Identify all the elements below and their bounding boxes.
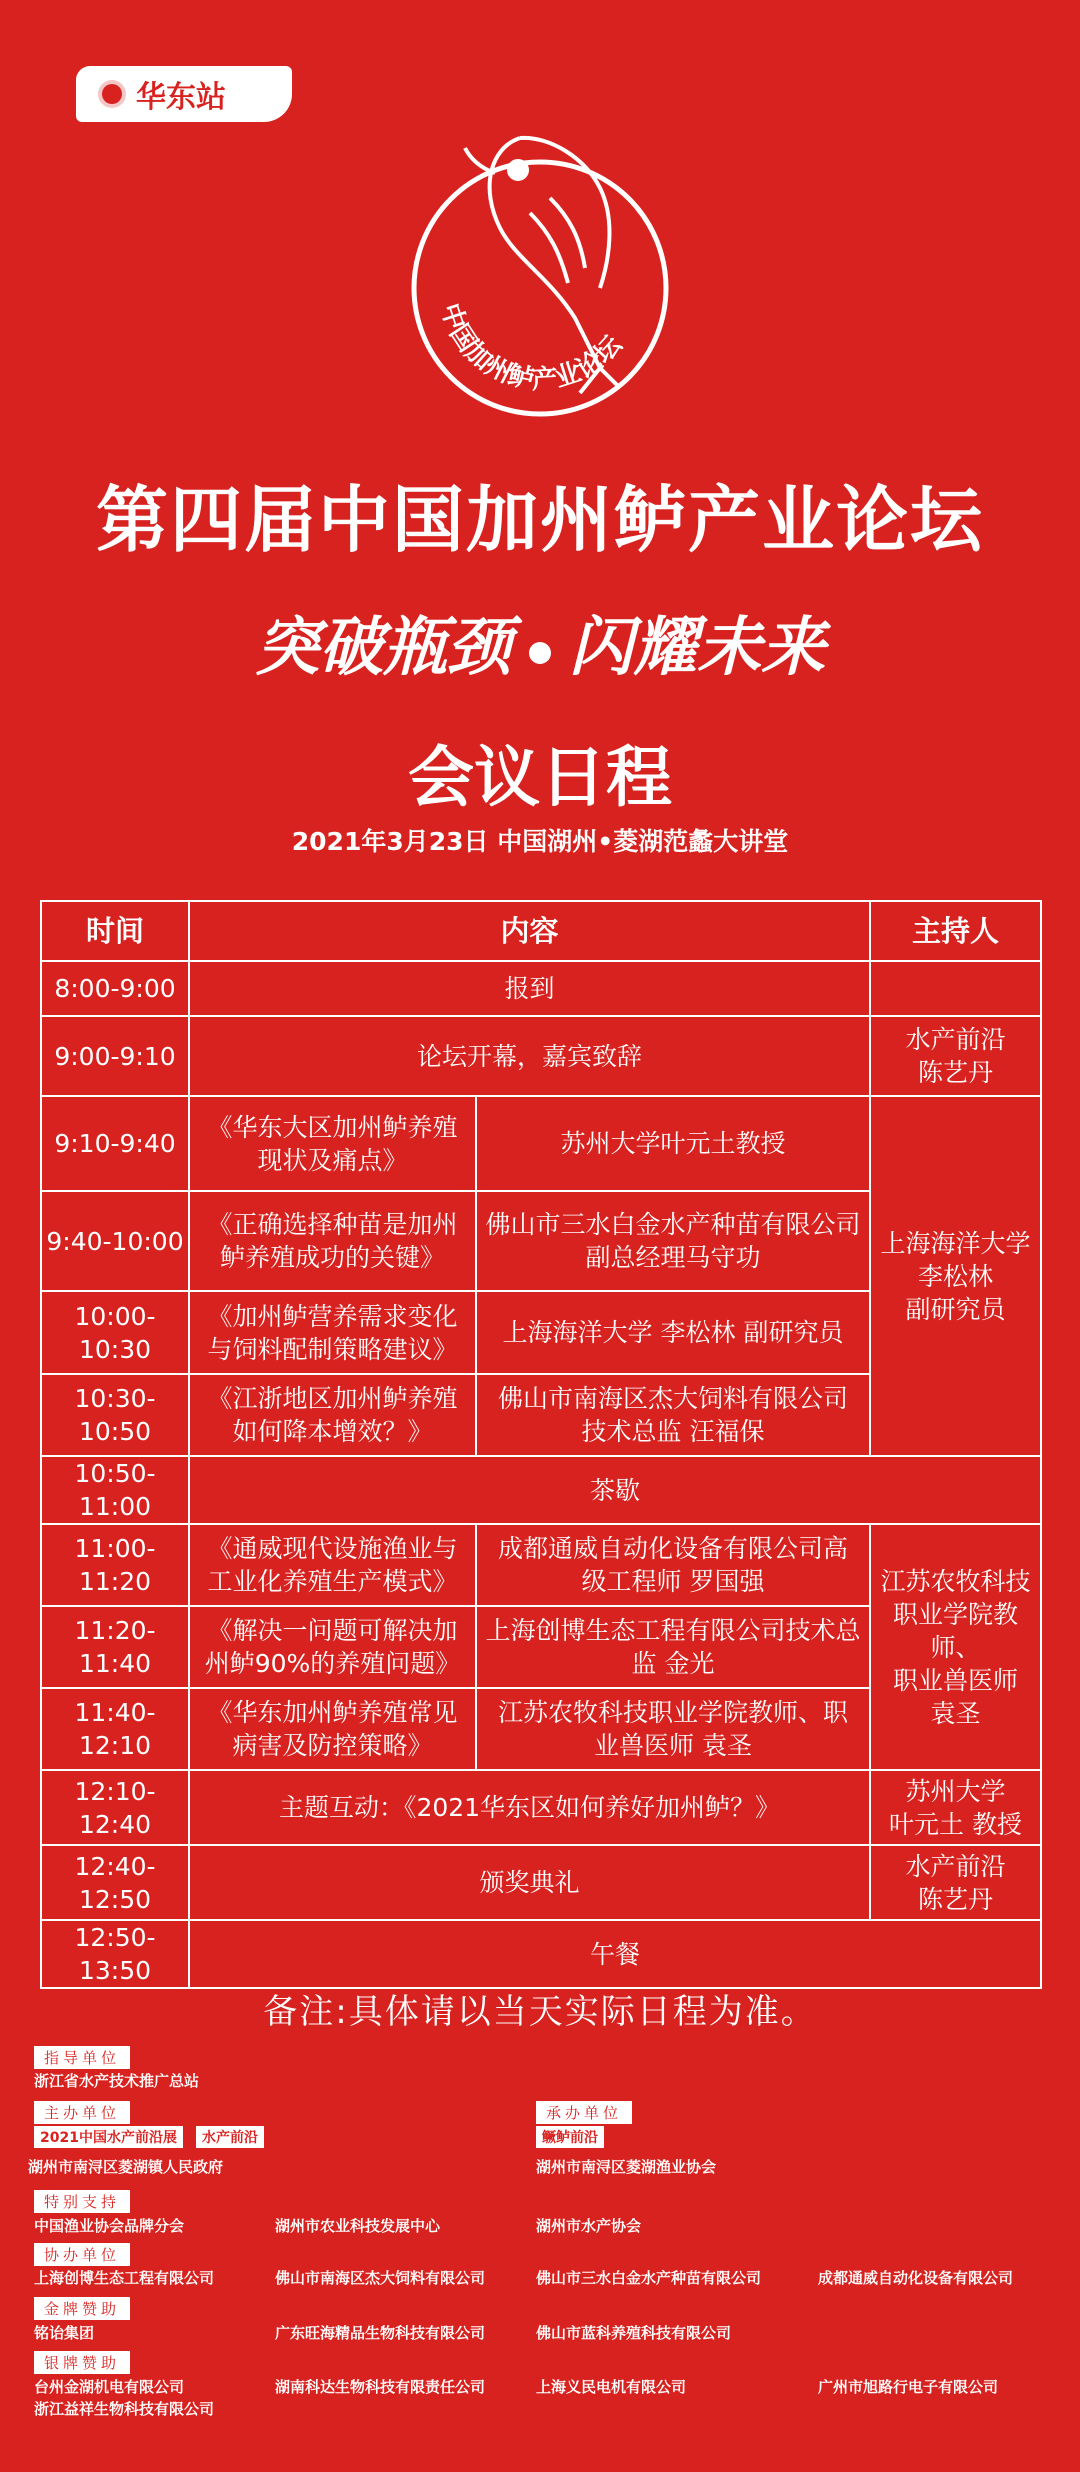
co-logo: 鳜鲈前沿 (536, 2126, 604, 2148)
page-title: 第四届中国加州鲈产业论坛 (95, 478, 984, 562)
slogan (0, 596, 1080, 688)
schedule-note: 备注:具体请以当天实际日程为准。 (263, 1992, 817, 2032)
assist-org: 上海创博生态工程有限公司 (34, 2269, 215, 2287)
speaker-line: 监 金光 (631, 1649, 715, 1678)
row-time: 9:10-9:40 (41, 1096, 189, 1191)
slogan-right: 闪耀未来 (569, 610, 825, 685)
header-time: 时间 (41, 901, 189, 961)
forum-logo (400, 118, 680, 418)
row-content: 论坛开幕，嘉宾致辞 (189, 1016, 870, 1096)
topic-line: 《江浙地区加州鲈养殖 (207, 1384, 458, 1413)
speaker-line: 佛山市南海区杰大饲料有限公司 (498, 1384, 849, 1413)
gold-org: 广东旺海精品生物科技有限公司 (275, 2324, 486, 2342)
topic-line: 《解决一问题可解决加 (207, 1616, 458, 1645)
assist-org: 成都通威自动化设备有限公司 (818, 2269, 1014, 2287)
slogan-dot-icon (529, 642, 551, 664)
host-line: 陈艺丹 (918, 1884, 994, 1914)
assist-org: 佛山市三水白金水产种苗有限公司 (536, 2269, 762, 2287)
row-speaker (476, 1374, 870, 1456)
row-speaker (476, 1291, 870, 1374)
gold-org: 铭诒集团 (34, 2324, 95, 2342)
host-line: 师、 (930, 1632, 981, 1662)
special-org: 湖州市农业科技发展中心 (275, 2217, 441, 2235)
row-host (870, 961, 1041, 1016)
speaker-line: 江苏农牧科技职业学院教师、职 (498, 1698, 849, 1727)
table-row (41, 961, 1041, 1016)
topic-line: 病害及防控策略》 (232, 1731, 433, 1760)
row-time: 12:10-12:40 (41, 1770, 189, 1845)
row-time: 11:40-12:10 (41, 1688, 189, 1770)
station-badge (76, 66, 292, 122)
row-content: 主题互动：《2021华东区如何养好加州鲈？》 (189, 1770, 870, 1845)
schedule-heading: 会议日程 (408, 739, 672, 816)
row-time: 12:50-13:50 (41, 1920, 189, 1988)
row-host (870, 1770, 1041, 1845)
date-location: 2021年3月23日 中国湖州•菱湖范蠡大讲堂 (291, 827, 789, 856)
special-org: 中国渔业协会品牌分会 (34, 2217, 185, 2235)
row-time: 9:40-10:00 (41, 1191, 189, 1291)
row-time: 10:30-10:50 (41, 1374, 189, 1456)
silver-org: 湖南科达生物科技有限责任公司 (275, 2378, 486, 2396)
special-label: 特别支持 (34, 2190, 130, 2213)
host-line: 袁圣 (930, 1698, 981, 1728)
schedule-table (40, 900, 1042, 1989)
guide-org: 浙江省水产技术推广总站 (34, 2072, 200, 2090)
host-line: 叶元土 教授 (889, 1809, 1022, 1839)
topic-line: 如何降本增效？》 (232, 1417, 433, 1446)
row-content: 报到 (189, 961, 870, 1016)
speaker-line: 副总经理马守功 (585, 1243, 761, 1272)
row-topic (189, 1096, 476, 1191)
row-time: 10:50-11:00 (41, 1456, 189, 1524)
header-content: 内容 (189, 901, 870, 961)
topic-line: 州鲈90%的养殖问题》 (204, 1649, 461, 1678)
row-speaker (476, 1524, 870, 1606)
assist-label: 协办单位 (34, 2243, 130, 2266)
row-topic (189, 1524, 476, 1606)
host-line: 职业学院教 (893, 1599, 1019, 1629)
table-row (41, 1016, 1041, 1096)
speaker-line: 技术总监 汪福保 (581, 1417, 765, 1446)
silver-org: 广州市旭路行电子有限公司 (818, 2378, 999, 2396)
table-row (41, 1096, 1041, 1191)
row-topic (189, 1374, 476, 1456)
table-row (41, 1770, 1041, 1845)
host-line: 副研究员 (905, 1294, 1006, 1324)
logo-arc-text: 中国加州鲈产业论坛 (434, 299, 628, 396)
silver-org: 浙江益祥生物科技有限公司 (34, 2400, 215, 2418)
row-topic (189, 1291, 476, 1374)
host-block-2 (870, 1524, 1041, 1770)
topic-line: 鲈养殖成功的关键》 (219, 1243, 445, 1272)
host-line: 职业兽医师 (893, 1665, 1019, 1695)
table-row (41, 1456, 1041, 1524)
row-content: 午餐 (189, 1920, 1041, 1988)
header-host: 主持人 (870, 901, 1041, 961)
host-line: 水产前沿 (905, 1025, 1006, 1054)
speaker-line: 业兽医师 袁圣 (594, 1731, 752, 1760)
topic-line: 《加州鲈营养需求变化 (207, 1301, 458, 1331)
host-block-1 (870, 1096, 1041, 1456)
co-label: 承办单位 (536, 2101, 632, 2124)
row-content: 颁奖典礼 (189, 1845, 870, 1920)
silver-org: 上海义民电机有限公司 (536, 2378, 687, 2396)
speaker-line: 成都通威自动化设备有限公司高 (498, 1534, 849, 1563)
table-row (41, 1920, 1041, 1988)
row-time: 8:00-9:00 (41, 961, 189, 1016)
row-topic (189, 1191, 476, 1291)
row-topic (189, 1606, 476, 1688)
host-logo-expo: 2021中国水产前沿展 (34, 2126, 183, 2148)
topic-line: 《正确选择种苗是加州 (207, 1210, 458, 1239)
speaker-line: 上海创博生态工程有限公司技术总 (485, 1616, 861, 1645)
row-time: 11:00-11:20 (41, 1524, 189, 1606)
host-org: 湖州市南浔区菱湖镇人民政府 (28, 2158, 224, 2176)
row-time: 10:00-10:30 (41, 1291, 189, 1374)
host-line: 李松林 (918, 1261, 994, 1291)
host-line: 苏州大学 (905, 1776, 1006, 1806)
speaker-line: 级工程师 罗国强 (581, 1567, 765, 1596)
special-org: 湖州市水产协会 (536, 2217, 642, 2235)
topic-line: 《通威现代设施渔业与 (207, 1534, 458, 1563)
silver-label: 银牌赞助 (34, 2351, 130, 2374)
badge-dot-icon (102, 84, 122, 104)
table-row (41, 1845, 1041, 1920)
gold-org: 佛山市蓝科养殖科技有限公司 (536, 2324, 732, 2342)
row-time: 11:20-11:40 (41, 1606, 189, 1688)
row-speaker (476, 1096, 870, 1191)
host-line: 上海海洋大学 (880, 1228, 1031, 1258)
row-time: 9:00-9:10 (41, 1016, 189, 1096)
host-line: 江苏农牧科技 (880, 1566, 1031, 1596)
badge-label: 华东站 (136, 80, 226, 115)
assist-org: 佛山市南海区杰大饲料有限公司 (275, 2269, 486, 2287)
table-header-row (41, 901, 1041, 961)
speaker-line: 苏州大学叶元土教授 (560, 1129, 786, 1158)
gold-label: 金牌赞助 (34, 2297, 130, 2320)
table-row (41, 1524, 1041, 1606)
row-speaker (476, 1191, 870, 1291)
row-time: 12:40-12:50 (41, 1845, 189, 1920)
host-logo-shuichan: 水产前沿 (196, 2126, 264, 2148)
topic-line: 工业化养殖生产模式》 (207, 1567, 458, 1596)
slogan-left: 突破瓶颈 (255, 610, 511, 685)
speaker-line: 上海海洋大学 李松林 副研究员 (502, 1318, 844, 1347)
co-org: 湖州市南浔区菱湖渔业协会 (536, 2158, 717, 2176)
row-host (870, 1016, 1041, 1096)
row-content: 茶歇 (189, 1456, 1041, 1524)
topic-line: 《华东大区加州鲈养殖 (207, 1112, 458, 1142)
topic-line: 与饲料配制策略建议》 (207, 1334, 458, 1364)
row-topic (189, 1688, 476, 1770)
row-host (870, 1845, 1041, 1920)
guide-label: 指导单位 (34, 2046, 130, 2069)
host-line: 水产前沿 (905, 1851, 1006, 1881)
topic-line: 《华东加州鲈养殖常见 (207, 1698, 458, 1727)
row-speaker (476, 1606, 870, 1688)
speaker-line: 佛山市三水白金水产种苗有限公司 (485, 1210, 861, 1239)
host-label: 主办单位 (34, 2101, 130, 2124)
silver-org: 台州金湖机电有限公司 (34, 2378, 185, 2396)
topic-line: 现状及痛点》 (257, 1145, 408, 1175)
row-speaker (476, 1688, 870, 1770)
host-line: 陈艺丹 (918, 1058, 994, 1087)
